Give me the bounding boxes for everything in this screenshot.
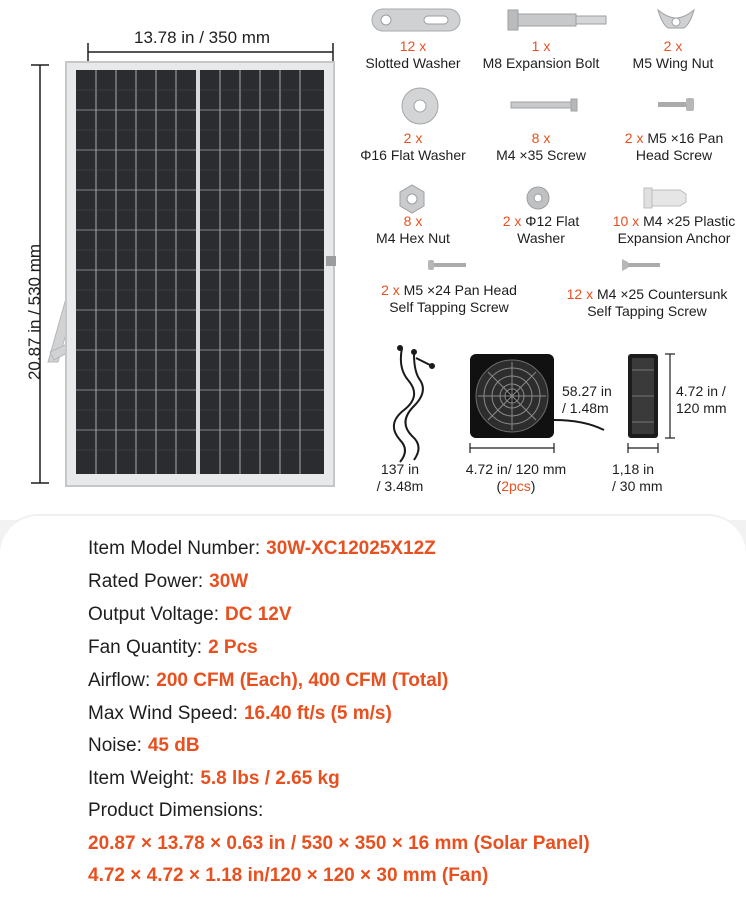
hex-nut-icon [400,185,424,213]
spec-rated-power: Rated Power: 30W [88,571,249,592]
spec-noise: Noise: 45 dB [88,735,200,756]
part-label-wing-nut: 2 x M5 Wing Nut [632,38,714,71]
flat-washer-12-icon [527,187,549,209]
pan-head-screw-icon [658,98,694,111]
part-label-slotted-washer: 12 x Slotted Washer [365,38,461,71]
fan-size-label: 4.72 in/ 120 mm (2pcs) [465,461,567,494]
spec-output-voltage: Output Voltage: DC 12V [88,604,292,625]
panel-height-label: 20.87 in / 530 mm [25,243,44,381]
part-label-hex-nut: 8 x M4 Hex Nut [376,213,450,246]
spec-item-weight: Item Weight: 5.8 lbs / 2.65 kg [88,768,340,789]
flat-washer-16-icon [402,88,438,124]
self-tapping-screw-icon [428,260,466,270]
part-label-expansion-bolt: 1 x M8 Expansion Bolt [482,38,600,71]
spec-model-number: Item Model Number: 30W-XC12025X12Z [88,538,436,559]
part-label-plastic-anchor: 10 x M4 ×25 Plastic Expansion Anchor [612,213,736,246]
fan-depth-label: 1,18 in / 30 mm [612,461,663,494]
cable-icon [394,346,434,462]
part-label-flat-washer-12: 2 x Φ12 Flat Washer [502,213,580,246]
spec-fan-quantity: Fan Quantity: 2 Pcs [88,637,258,658]
spec-airflow: Airflow: 200 CFM (Each), 400 CFM (Total) [88,670,449,691]
expansion-bolt-icon [508,10,606,30]
countersunk-screw-icon [622,259,660,271]
part-label-pan-head-screw: 2 x M5 ×16 Pan Head Screw [624,130,724,163]
spec-product-dimensions-label: Product Dimensions: [88,800,264,821]
spec-dimensions-solar-panel: 20.87 × 13.78 × 0.63 in / 530 × 350 × 16 mm (Solar Panel) [88,833,590,854]
fan-cable-length-label: 58.27 in / 1.48m [562,383,612,416]
wing-nut-icon [658,10,694,28]
part-label-flat-washer-16: 2 x Φ16 Flat Washer [360,130,466,163]
part-label-countersunk-self-tapping: 12 x M4 ×25 Countersunk Self Tapping Screw [566,286,728,319]
slotted-washer-icon [372,9,460,31]
spec-max-wind-speed: Max Wind Speed: 16.40 ft/s (5 m/s) [88,703,392,724]
cable-length-label: 137 in / 3.48m [376,461,424,494]
panel-width-label: 13.78 in / 350 mm [134,28,271,47]
screw-m4x35-icon [511,99,577,111]
plastic-anchor-icon [644,188,686,208]
part-label-pan-head-self-tapping: 2 x M5 ×24 Pan Head Self Tapping Screw [381,282,517,315]
solar-panel-image [44,60,344,490]
spec-dimensions-fan: 4.72 × 4.72 × 1.18 in/120 × 120 × 30 mm (Fan) [88,865,489,886]
fan-side-icon [628,354,658,438]
fan-height-label: 4.72 in / 120 mm [676,383,727,416]
part-label-m4x35-screw: 8 x M4 ×35 Screw [496,130,586,163]
